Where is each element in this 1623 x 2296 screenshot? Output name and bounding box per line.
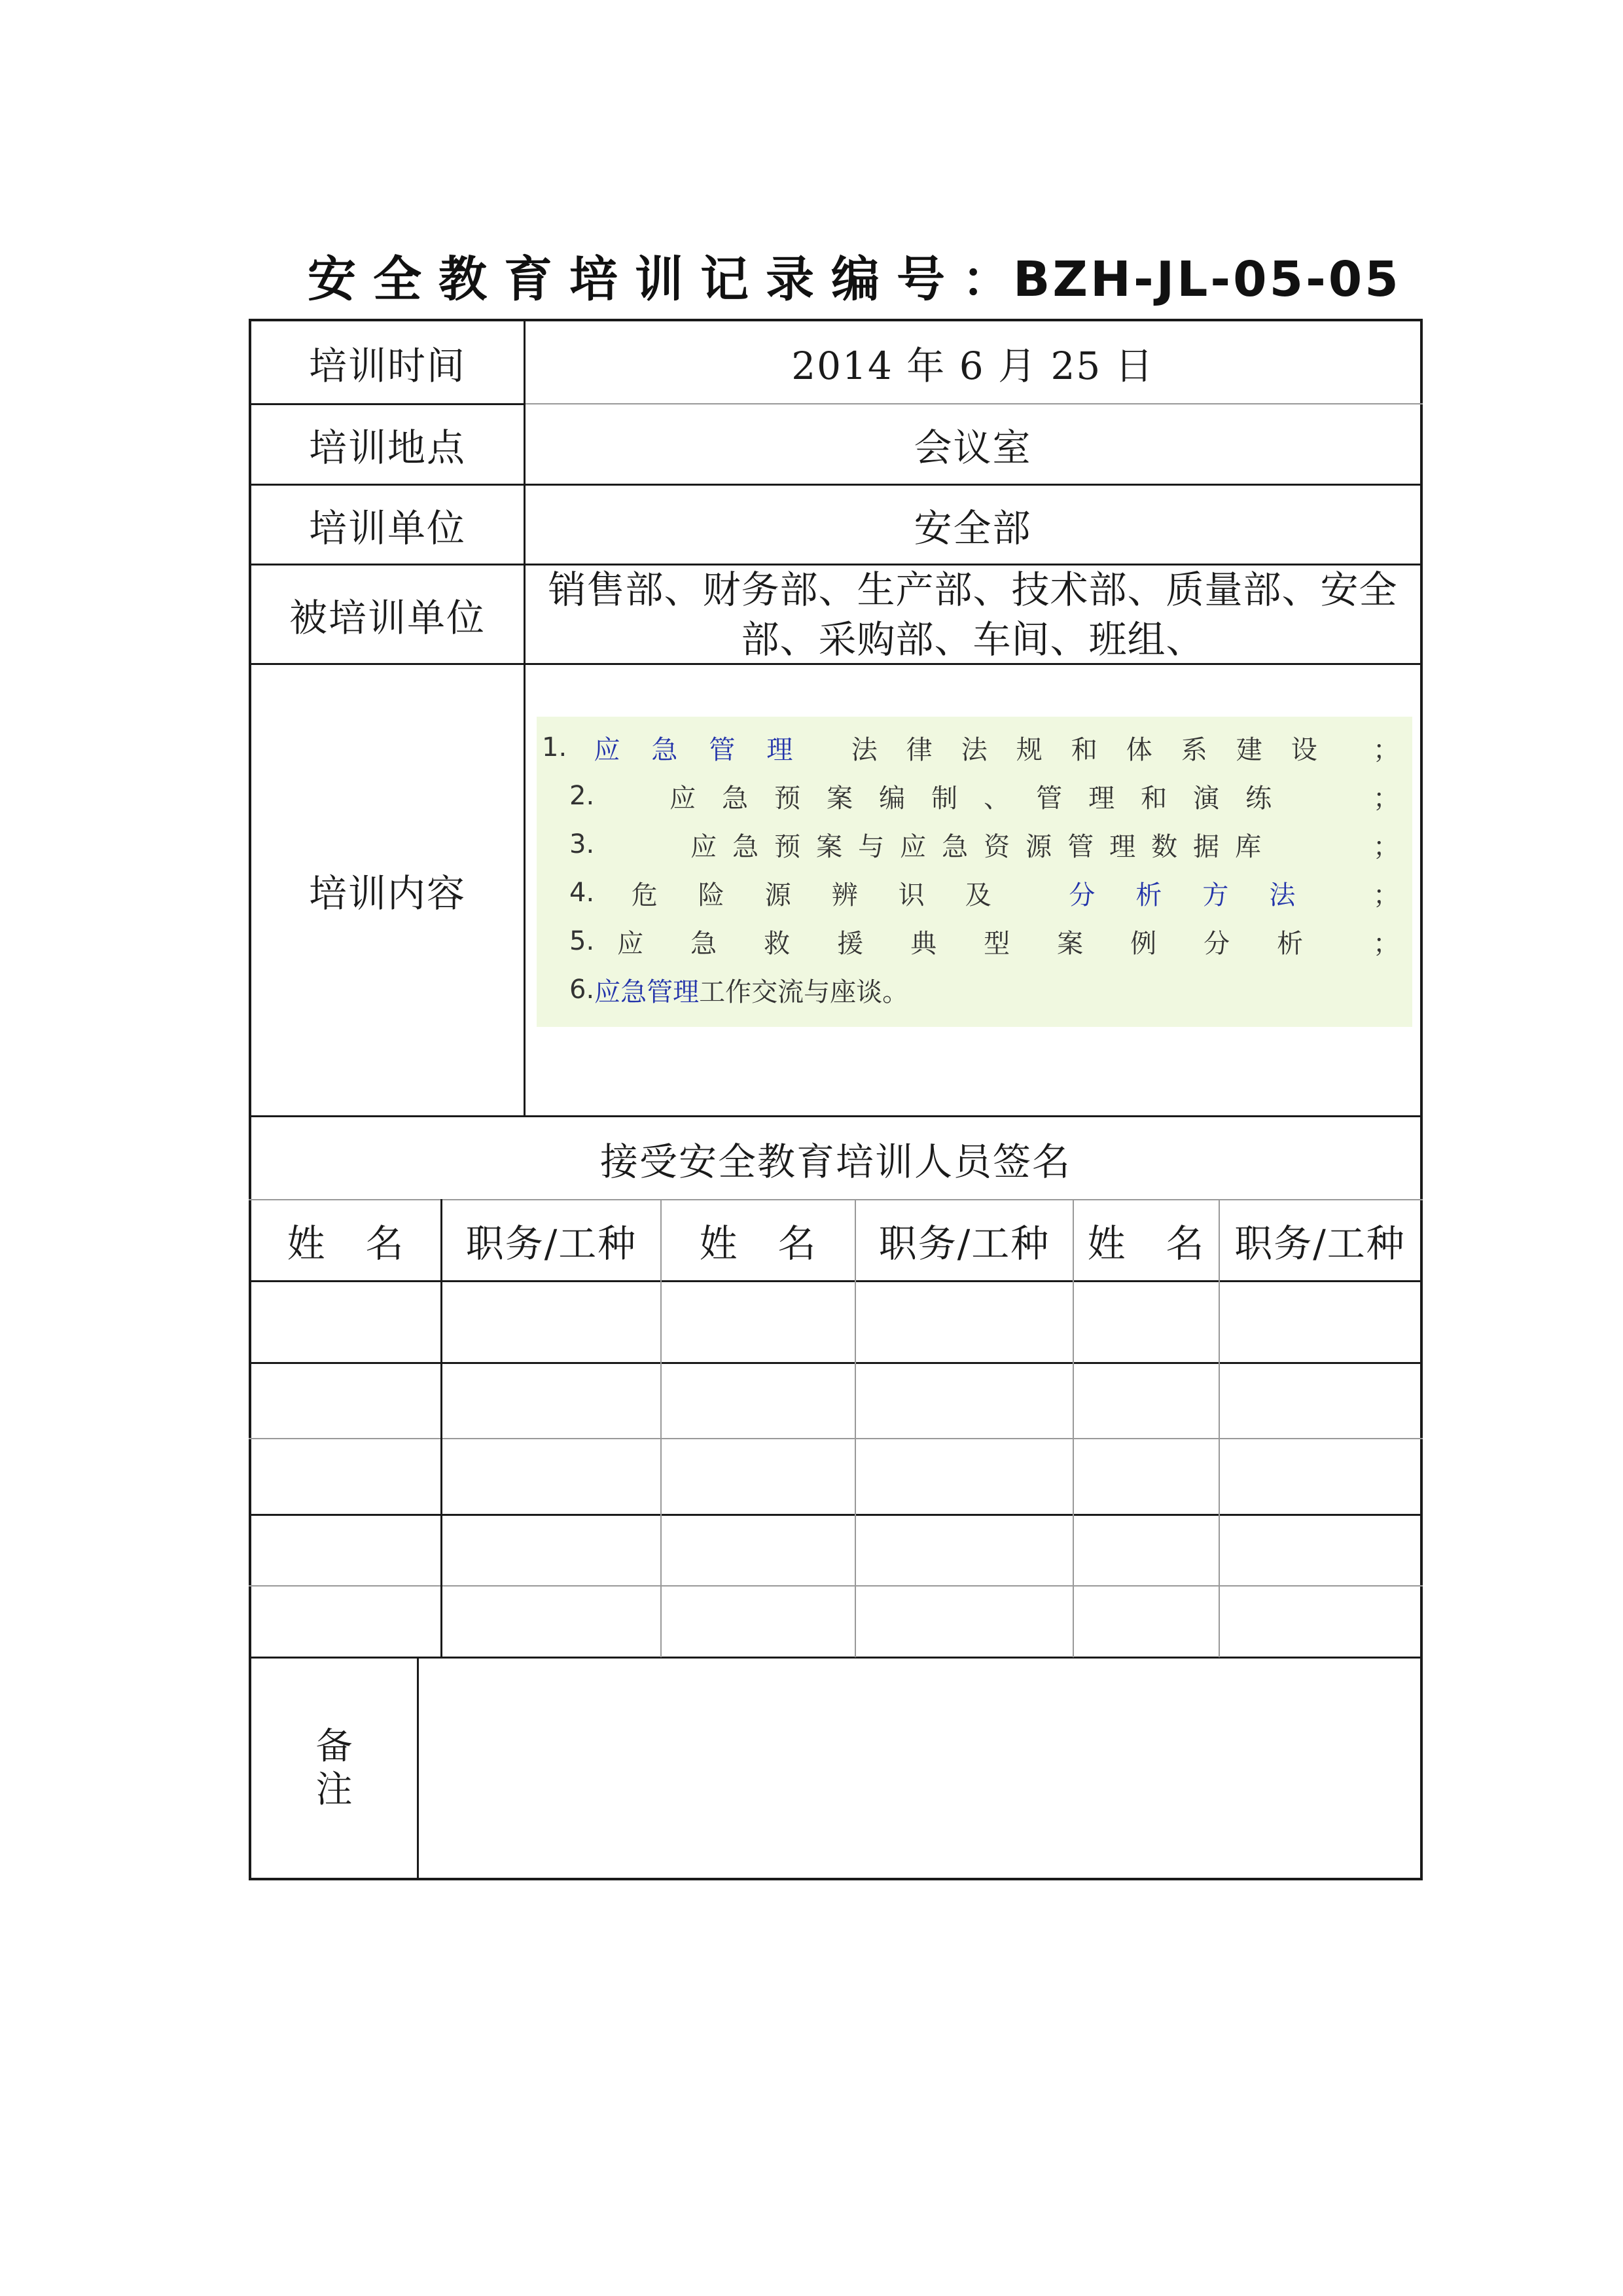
trainee-units-line2: 部、采购部、车间、班组、 (741, 617, 1205, 662)
divider (525, 403, 1423, 404)
content-item-2: 2. 应急预案编制、管理和演练 ； (569, 781, 1399, 814)
label-training-place: 培训地点 (308, 425, 466, 470)
trainee-units-line1: 销售部、财务部、生产部、技术部、质量部、安全 (548, 567, 1398, 612)
signature-title: 接受安全教育培训人员签名 (599, 1139, 1071, 1184)
value-trainee-units (526, 565, 1420, 663)
label-training-unit: 培训单位 (308, 505, 466, 550)
divider (249, 1280, 1423, 1282)
link-emergency-management[interactable]: 应急管理 (594, 734, 825, 765)
label-training-content: 培训内容 (308, 871, 466, 916)
content-item-4: 4. 危险源辨识及 分析方法 ； (537, 869, 1412, 917)
record-code: BZH-JL-05-05 (1013, 251, 1401, 308)
header-position-3: 职务/工种 (1234, 1221, 1406, 1266)
link-analysis-method[interactable]: 分析方法 (1069, 880, 1336, 910)
header-name-1: 姓 名 (287, 1221, 405, 1266)
header-position-1: 职务/工种 (465, 1221, 637, 1266)
label-training-time: 培训时间 (308, 343, 466, 388)
divider (249, 1438, 1423, 1439)
value-training-place: 会议室 (914, 425, 1032, 470)
content-item-5: 5. 应急救援典型案例分析 ； (569, 926, 1399, 959)
content-item-3: 3. 应急预案与应急资源管理数据库 ； (569, 829, 1399, 862)
content-item-1: 1. 应急管理 法律法规和体系建设 ； (537, 723, 1412, 772)
divider (249, 1585, 1423, 1587)
link-emergency-management-2[interactable]: 应急管理 (594, 977, 700, 1007)
remark-label: 备 注 (315, 1725, 353, 1811)
label-trainee-units: 被培训单位 (289, 595, 486, 640)
header-name-2: 姓 名 (699, 1221, 817, 1266)
page-title (308, 243, 1401, 315)
header-name-3: 姓 名 (1087, 1221, 1205, 1266)
training-content-box (537, 717, 1412, 1027)
value-training-time: 2014 年 6 月 25 日 (791, 343, 1154, 388)
header-position-2: 职务/工种 (878, 1221, 1050, 1266)
remark-field[interactable] (419, 1659, 1420, 1878)
divider (249, 1362, 1423, 1364)
value-training-unit: 安全部 (914, 505, 1032, 550)
content-item-6: 6. 应急管理 工作交流与座谈。 (537, 965, 1412, 1014)
divider (249, 1514, 1423, 1516)
title-text: 安全教育培训记录编号 (308, 251, 962, 308)
title-colon: ： (962, 251, 1013, 308)
